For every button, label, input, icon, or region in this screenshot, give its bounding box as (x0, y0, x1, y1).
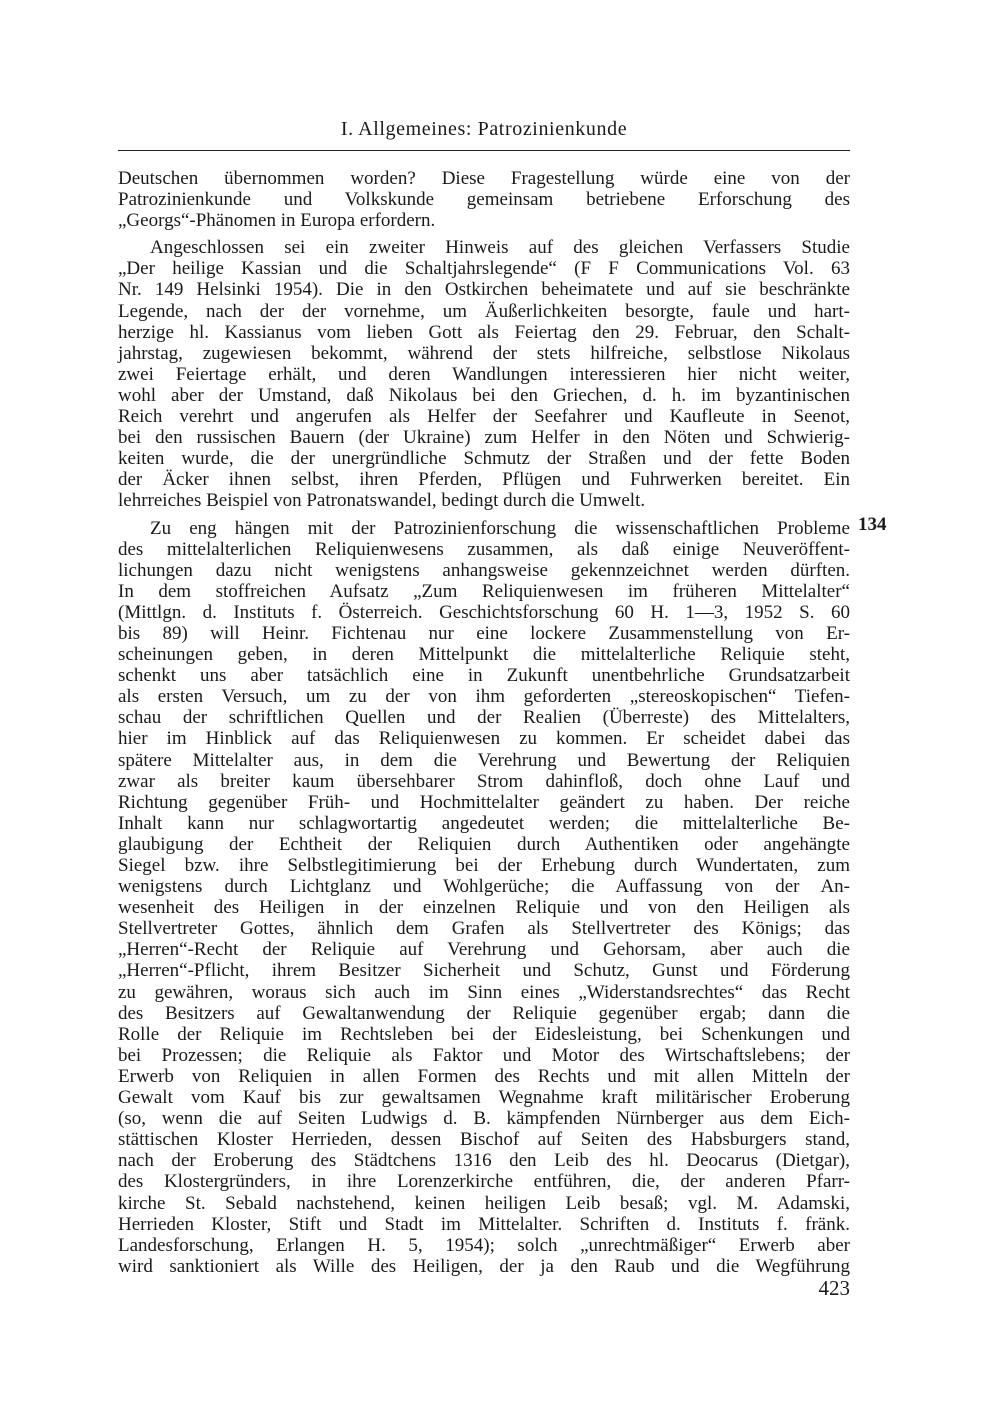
text-line: „Der heilige Kassian und die Schaltjahrslegende“ (F F Communications Vol. 63 (118, 258, 850, 280)
text-line: bei den russischen Bauern (der Ukraine) zum Helfer in den Nöten und Schwierig- (118, 427, 850, 449)
text-line: Zu eng hängen mit der Patrozinienforschung die wissenschaftlichen Probleme (150, 517, 850, 539)
text-line: Stellvertreter Gottes, ähnlich dem Grafen als Stellvertreter des Königs; das (118, 918, 850, 940)
text-line: Richtung gegenüber Früh- und Hochmittelalter geändert zu haben. Der reiche (118, 791, 850, 813)
text-line: keiten wurde, die der unergründliche Schmutz der Straßen und der fette Boden (118, 448, 850, 470)
text-line: Rolle der Reliquie im Rechtsleben bei der Eidesleistung, bei Schenkungen und (118, 1023, 850, 1045)
text-line: wird sanktioniert als Wille des Heiligen, der ja den Raub und die Wegführung (118, 1255, 850, 1277)
text-line: „Herren“-Recht der Reliquie auf Verehrung und Gehorsam, aber auch die (118, 939, 850, 961)
text-line: bis 89) will Heinr. Fichtenau nur eine lockere Zusammenstellung von Er- (118, 622, 850, 644)
text-line: Angeschlossen sei ein zweiter Hinweis auf des gleichen Verfassers Studie (150, 237, 850, 259)
text-line: Gewalt vom Kauf bis zur gewaltsamen Wegnahme kraft militärischer Eroberung (118, 1087, 850, 1109)
text-line: „Herren“-Pflicht, ihrem Besitzer Sicherheit und Schutz, Gunst und Förderung (118, 960, 850, 982)
text-line: scheinungen geben, in deren Mittelpunkt die mittelalterliche Reliquie steht, (118, 644, 850, 666)
text-line: spätere Mittelalter aus, in dem die Verehrung und Bewertung der Reliquien (118, 749, 850, 771)
running-head: I. Allgemeines: Patrozinienkunde (340, 118, 628, 140)
text-line: schau der schriftlichen Quellen und der Realien (Überreste) des Mittelalters, (118, 707, 850, 729)
text-line: Legende, nach der der vornehme, um Äußerlichkeiten besorgte, faule und hart- (118, 300, 850, 322)
text-line: Herrieden Kloster, Stift und Stadt im Mittelalter. Schriften d. Instituts f. fränk. (118, 1213, 850, 1235)
text-line: zwar als breiter kaum übersehbarer Strom dahinfloß, doch ohne Lauf und (118, 770, 850, 792)
margin-number: 134 (858, 514, 887, 535)
text-line: wohl aber der Umstand, daß Nikolaus bei den Griechen, d. h. im byzantinischen (118, 384, 850, 406)
paragraph-2 (118, 237, 850, 511)
text-line: wenigstens durch Lichtglanz und Wohlgerüche; die Auffassung von der An- (118, 876, 850, 898)
text-line: Siegel bzw. ihre Selbstlegitimierung bei der Erhebung durch Wundertaten, zum (118, 855, 850, 876)
text-line: des mittelalterlichen Reliquienwesens zusammen, als daß einige Neuveröffent- (118, 538, 850, 560)
header-rule (118, 150, 850, 151)
text-line: schenkt uns aber tatsächlich eine in Zukunft unentbehrliche Grundsatzarbeit (118, 665, 850, 687)
text-line: Deutschen übernommen worden? Diese Fragestellung würde eine von der (118, 168, 850, 189)
text-line: nach der Eroberung des Städtchens 1316 den Leib des hl. Deocarus (Dietgar), (118, 1150, 850, 1172)
text-line: Patrozinienkunde und Volkskunde gemeinsam betriebene Erforschung des (118, 189, 850, 211)
paragraph-1 (118, 168, 850, 231)
text-line: zu gewähren, woraus sich auch im Sinn eines „Widerstandsrechtes“ das Recht (118, 981, 850, 1003)
text-line: kirche St. Sebald nachstehend, keinen heiligen Leib besaß; vgl. M. Adamski, (118, 1192, 850, 1214)
text-line: Reich verehrt und angerufen als Helfer der Seefahrer und Kaufleute in Seenot, (118, 406, 850, 428)
page-number: 423 (818, 1276, 850, 1300)
text-line: Erwerb von Reliquien in allen Formen des Rechts und mit allen Mitteln der (118, 1065, 850, 1087)
body-text (118, 168, 850, 1277)
text-line: (Mittlgn. d. Instituts f. Österreich. Geschichtsforschung 60 H. 1—3, 1952 S. 60 (118, 601, 850, 623)
text-line: stättischen Kloster Herrieden, dessen Bischof auf Seiten des Habsburgers stand, (118, 1129, 850, 1151)
text-line: zwei Feiertage erhält, und deren Wandlungen interessieren hier nicht weiter, (118, 363, 850, 385)
text-line: der Äcker ihnen selbst, ihren Pferden, Pflügen und Fuhrwerken bereitet. Ein (118, 469, 850, 491)
text-line: Landesforschung, Erlangen H. 5, 1954); solch „unrechtmäßiger“ Erwerb aber (118, 1234, 850, 1256)
text-line: lichungen dazu nicht wenigstens anhangsweise gekennzeichnet werden dürften. (118, 559, 850, 581)
text-line: des Besitzers auf Gewaltanwendung der Reliquie gegenüber ergab; dann die (118, 1002, 850, 1024)
text-line: hier im Hinblick auf das Reliquienwesen zu kommen. Er scheidet dabei das (118, 728, 850, 750)
text-line: lehrreiches Beispiel von Patronatswandel, bedingt durch die Umwelt. (118, 490, 646, 512)
text-line: des Klostergründers, in ihre Lorenzerkirche entführen, die, der anderen Pfarr- (118, 1171, 850, 1193)
text-line: bei Prozessen; die Reliquie als Faktor und Motor des Wirtschaftslebens; der (118, 1044, 850, 1066)
text-line: herzige hl. Kassianus vom lieben Gott als Feiertag den 29. Februar, den Schalt- (118, 321, 850, 343)
text-line: jahrstag, zugewiesen bekommt, während der stets hilfreiche, selbstlose Nikolaus (118, 342, 850, 364)
text-line: Nr. 149 Helsinki 1954). Die in den Ostkirchen beheimatete und auf sie beschränkte (118, 279, 850, 301)
paragraph-3 (118, 518, 850, 1277)
text-line: (so, wenn die auf Seiten Ludwigs d. B. kämpfenden Nürnberger aus dem Eich- (118, 1108, 850, 1130)
text-line: glaubigung der Echtheit der Reliquien durch Authentiken oder angehängte (118, 833, 850, 855)
text-line: In dem stoffreichen Aufsatz „Zum Reliquienwesen im früheren Mittelalter“ (118, 580, 850, 602)
text-line: Inhalt kann nur schlagwortartig angedeutet werden; die mittelalterliche Be- (118, 812, 850, 834)
text-line: „Georgs“-Phänomen in Europa erfordern. (118, 210, 436, 232)
text-line: als ersten Versuch, um zu der von ihm geforderten „stereoskopischen“ Tiefen- (118, 686, 850, 708)
text-line: wesenheit des Heiligen in der einzelnen Reliquie und von den Heiligen als (118, 897, 850, 919)
